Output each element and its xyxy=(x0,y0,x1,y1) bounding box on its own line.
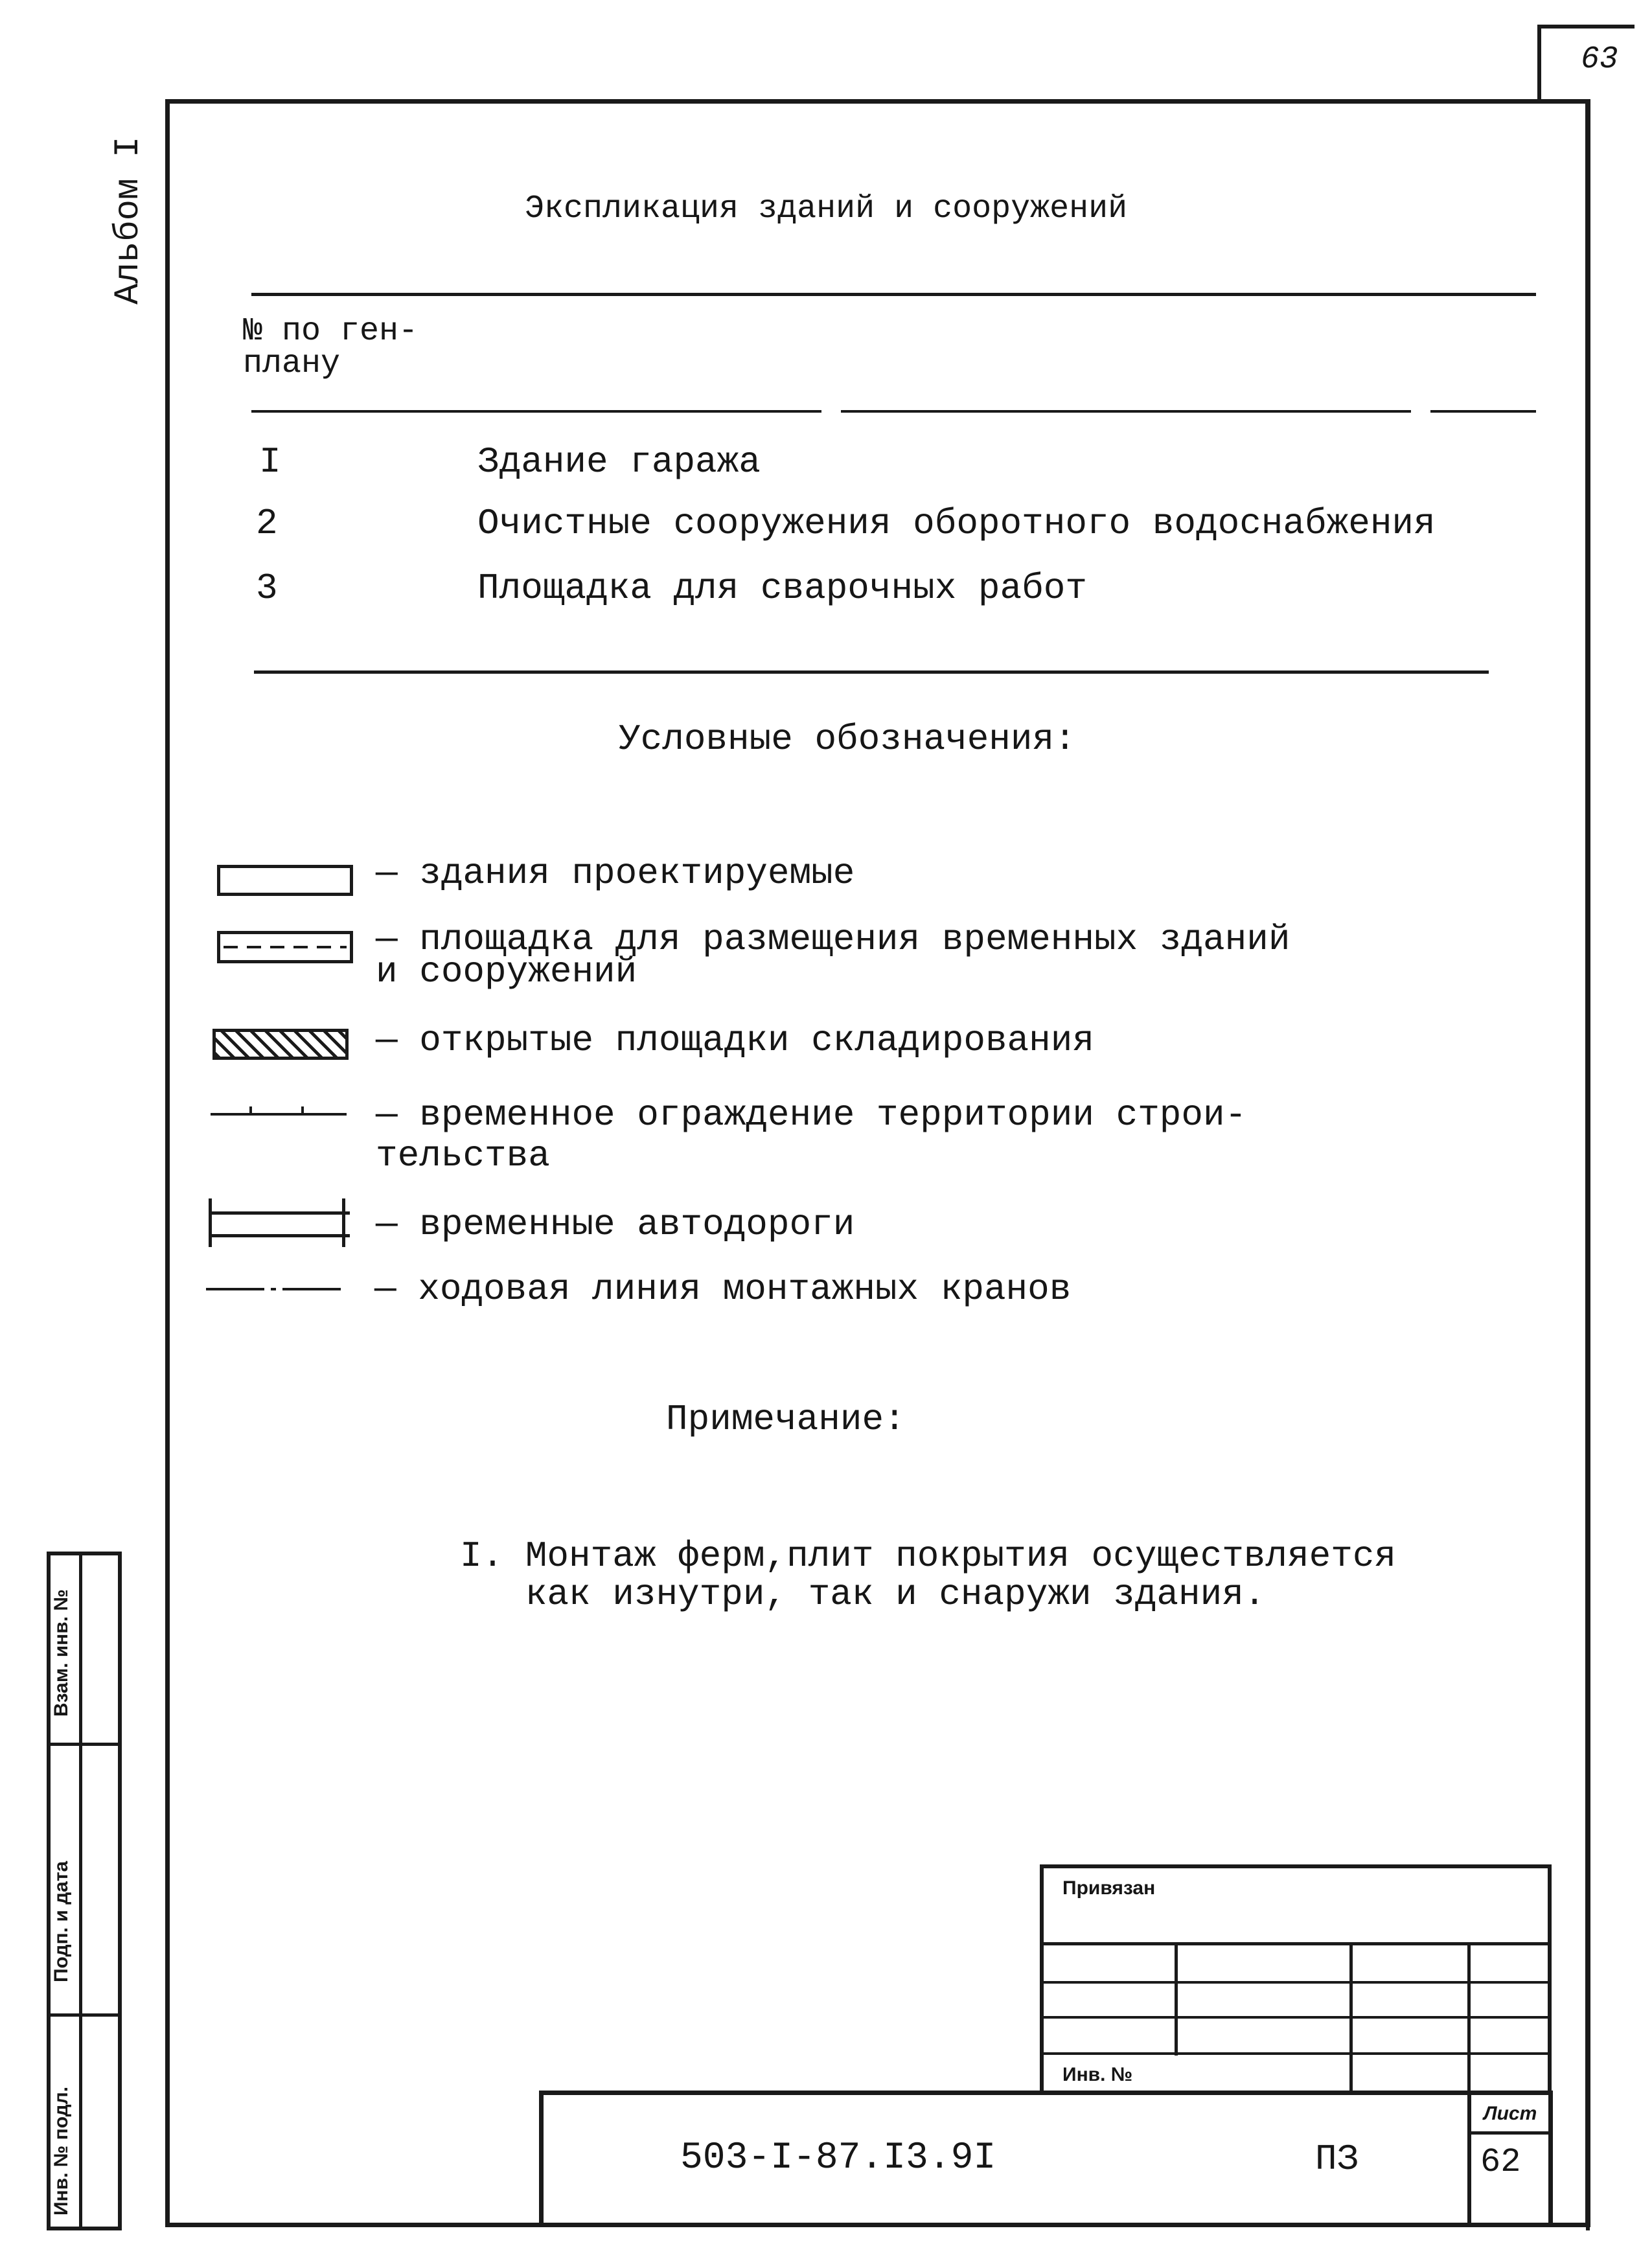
table-bottom-rule xyxy=(254,670,1489,674)
page-number: 63 xyxy=(1581,42,1618,77)
dash-dot-line-symbol xyxy=(206,1288,342,1290)
legend-title: Условные обозначения: xyxy=(619,718,1076,760)
tb-sheet-divider xyxy=(1467,2091,1471,2224)
tb-row-line xyxy=(1040,1981,1552,1984)
tb-row-line xyxy=(1040,2052,1552,2055)
tb-col-line xyxy=(1467,1942,1471,2092)
row-number: 2 xyxy=(256,503,278,544)
row-name: Площадка для сварочных работ xyxy=(477,567,1087,609)
legend-text: — открытые площадки складирования xyxy=(376,1020,1094,1061)
road-line-bottom xyxy=(211,1234,350,1237)
row-name: Здание гаража xyxy=(477,441,761,483)
fence-tick xyxy=(301,1106,304,1114)
tb-col-line xyxy=(1349,1942,1353,2092)
tb-row-line xyxy=(1040,2016,1552,2019)
vzam-inv-label: Взам. инв. № xyxy=(51,1589,72,1717)
side-stamp-divider xyxy=(47,2013,122,2017)
tb-row-line xyxy=(1040,1942,1552,1945)
doc-type: ПЗ xyxy=(1315,2138,1359,2180)
dashed-fill xyxy=(224,946,347,948)
tb-col-line xyxy=(1175,1942,1178,2056)
album-label: Альбом I xyxy=(109,136,148,304)
privyazan-label: Привязан xyxy=(1062,1877,1156,1899)
podp-data-label: Подп. и дата xyxy=(51,1861,72,1982)
hatched-rectangle-symbol xyxy=(212,1029,349,1060)
road-end-mark xyxy=(342,1198,345,1247)
legend-text: — площадка для размещения временных зданий и сооружений xyxy=(376,919,1291,993)
row-number: I xyxy=(259,441,281,483)
tb-sheet-label-line xyxy=(1467,2131,1553,2135)
inv-podl-label: Инв. № подл. xyxy=(51,2086,72,2216)
side-stamp-divider xyxy=(47,1743,122,1746)
legend-text: — здания проектируемые xyxy=(376,853,855,894)
row-number: 3 xyxy=(256,567,278,609)
sheet-label: Лист xyxy=(1484,2103,1537,2124)
table-header: № по ген- плану xyxy=(243,313,419,382)
road-end-mark xyxy=(209,1198,212,1247)
fence-tick xyxy=(249,1106,252,1114)
sheet-number: 62 xyxy=(1480,2143,1521,2181)
row-name: Очистные сооружения оборотного водоснабжения xyxy=(477,503,1436,544)
table-header-rule xyxy=(251,410,1536,413)
legend-text: — временное ограждение территории строи- тельства xyxy=(376,1094,1247,1176)
doc-code: 503-I-87.I3.9I xyxy=(680,2137,996,2179)
plain-rectangle-symbol xyxy=(217,865,353,896)
fence-line-symbol xyxy=(211,1113,347,1116)
road-line-top xyxy=(211,1211,350,1215)
table-top-rule xyxy=(251,293,1536,296)
side-stamp-column xyxy=(79,1552,82,2230)
legend-text: — временные автодороги xyxy=(376,1204,855,1245)
legend-text: — ходовая линия монтажных кранов xyxy=(374,1268,1072,1310)
inv-no-label: Инв. № xyxy=(1062,2064,1133,2085)
page-title: Экспликация зданий и сооружений xyxy=(525,190,1128,227)
frame-right-edge xyxy=(1586,99,1590,2230)
note-title: Примечание: xyxy=(666,1399,906,1440)
note-item: I. Монтаж ферм,плит покрытия осуществляется как изнутри, так и снаружи здания. xyxy=(460,1535,1397,1615)
